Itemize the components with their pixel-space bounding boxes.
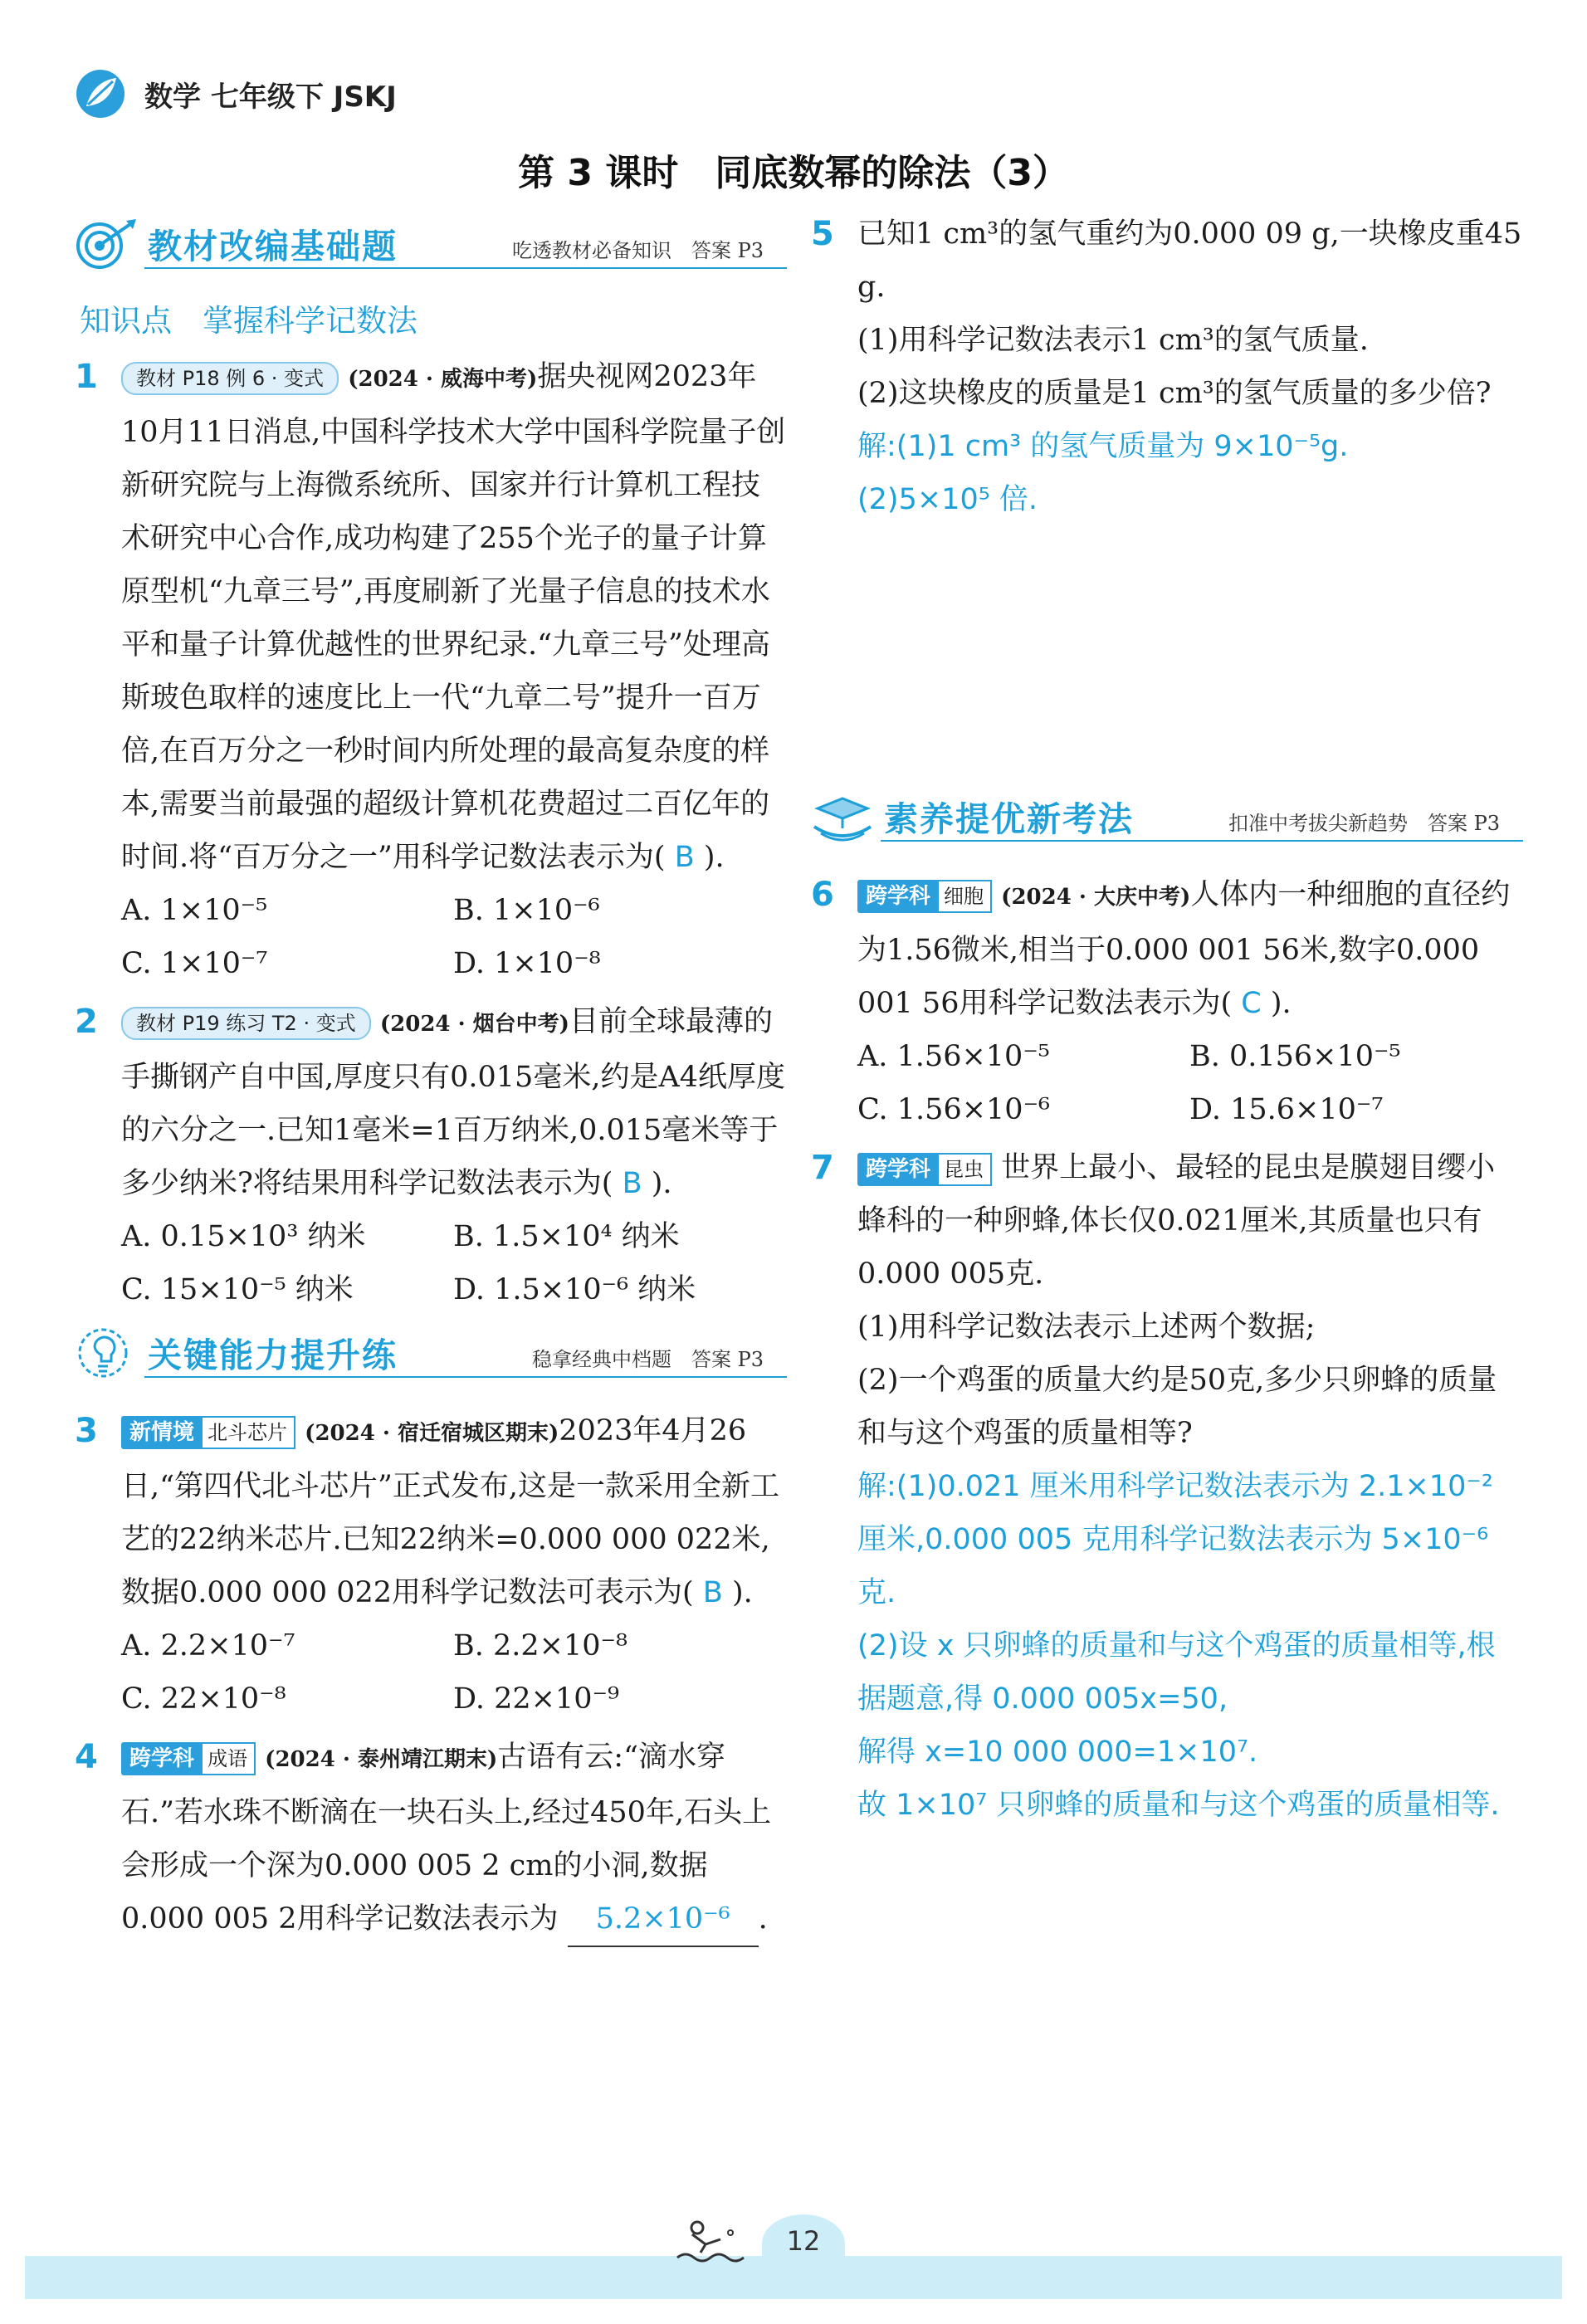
section-quality-subtitle: 扣准中考拔尖新趋势 答案 P3	[1228, 812, 1500, 835]
question-3	[73, 1404, 787, 1726]
option-b: B. 2.2×10⁻⁸	[453, 1629, 627, 1662]
question-5	[809, 208, 1523, 526]
right-column	[809, 208, 1523, 1837]
question-source: (2024 · 泰州靖江期末)	[265, 1747, 498, 1772]
page-number: 12	[762, 2214, 845, 2273]
target-icon	[73, 217, 139, 271]
option-c: C. 1×10⁻⁷	[121, 947, 268, 980]
question-source: (2024 · 烟台中考)	[379, 1012, 569, 1037]
swimmer-icon	[672, 2216, 747, 2266]
answer-choice: B	[702, 1576, 723, 1609]
section-divider	[144, 1376, 787, 1378]
solution-line-2: (2)设 x 只卵蜂的质量和与这个鸡蛋的质量相等,根据题意,得 0.000 005x=50,	[857, 1629, 1496, 1716]
question-tag-primary: 跨学科	[857, 880, 939, 913]
question-tag-primary: 跨学科	[121, 1742, 203, 1775]
option-b: B. 1.5×10⁴ 纳米	[453, 1220, 680, 1253]
question-end: ).	[651, 1167, 672, 1200]
option-a: A. 1.56×10⁻⁵	[857, 1040, 1050, 1073]
spacer	[809, 531, 1523, 780]
question-source: (2024 · 大庆中考)	[1001, 885, 1191, 910]
solution-line-1: 解:(1)0.021 厘米用科学记数法表示为 2.1×10⁻² 厘米,0.000 005 克用科学记数法表示为 5×10⁻⁶ 克.	[857, 1470, 1493, 1609]
options	[121, 1210, 787, 1316]
solution-line-3: 解得 x=10 000 000=1×10⁷.	[857, 1736, 1258, 1769]
question-number: 3	[75, 1412, 98, 1450]
option-a: A. 2.2×10⁻⁷	[121, 1629, 295, 1662]
section-ability-header	[73, 1321, 787, 1393]
option-d: D. 1×10⁻⁸	[453, 947, 601, 980]
left-column	[73, 208, 787, 1952]
question-text: 2023年4月26日,“第四代北斗芯片”正式发布,这是一款采用全新工艺的22纳米芯片.已知22纳米=0.000 000 022米,数据0.000 000 022用科学记数法可表示为(	[121, 1414, 780, 1609]
question-tag-primary: 跨学科	[857, 1153, 939, 1186]
question-tag-primary: 新情境	[121, 1416, 203, 1449]
option-a: A. 0.15×10³ 纳米	[121, 1220, 366, 1253]
option-b: B. 0.156×10⁻⁵	[1189, 1040, 1401, 1073]
question-text: 已知1 cm³的氢气重约为0.000 09 g,一块橡皮重45 g.	[857, 217, 1522, 304]
question-tag: 教材 P19 练习 T2 · 变式	[121, 1007, 371, 1040]
question-end: ).	[732, 1576, 753, 1609]
section-basic-header	[73, 212, 787, 284]
section-quality-header	[809, 785, 1523, 857]
question-number: 2	[75, 1003, 98, 1041]
solution-line-1: 解:(1)1 cm³ 的氢气质量为 9×10⁻⁵g.	[857, 430, 1349, 463]
solution-line-2: (2)5×10⁵ 倍.	[857, 483, 1038, 516]
page-header	[75, 68, 397, 120]
book-hand-icon	[809, 790, 876, 848]
question-part-2: (2)一个鸡蛋的质量大约是50克,多少只卵蜂的质量和与这个鸡蛋的质量相等?	[857, 1364, 1497, 1450]
header-title: 数学 七年级下 JSKJ	[144, 80, 397, 114]
question-part-1: (1)用科学记数法表示1 cm³的氢气质量.	[857, 324, 1369, 357]
option-c: C. 15×10⁻⁵ 纳米	[121, 1273, 354, 1306]
option-d: D. 1.5×10⁻⁶ 纳米	[453, 1273, 696, 1306]
section-quality-title: 素养提优新考法	[884, 799, 1134, 839]
question-text: 目前全球最薄的手撕钢产自中国,厚度只有0.015毫米,约是A4纸厚度的六分之一.已知1毫米=1百万纳米,0.015毫米等于多少纳米?将结果用科学记数法表示为(	[121, 1005, 785, 1200]
question-part-2: (2)这块橡皮的质量是1 cm³的氢气质量的多少倍?	[857, 377, 1492, 410]
answer-choice: B	[674, 841, 695, 874]
question-end: ).	[1270, 987, 1292, 1020]
answer-choice: C	[1241, 987, 1262, 1020]
answer-choice: B	[622, 1167, 642, 1200]
question-6	[809, 868, 1523, 1136]
question-4	[73, 1731, 787, 1947]
question-source: (2024 · 宿迁宿城区期末)	[305, 1421, 559, 1446]
option-a: A. 1×10⁻⁵	[121, 894, 268, 927]
question-tag-secondary: 北斗芯片	[199, 1416, 295, 1449]
question-text: 据央视网2023年10月11日消息,中国科学技术大学中国科学院量子创新研究院与上海微系统所、国家并行计算机工程技术研究中心合作,成功构建了255个光子的量子计算原型机“九章三号”,再度刷新了光量子信息的技术水平和量子计算优越性的世界纪录.“九章三号”处理高斯玻色取样的速度比上一代“九章二号”提升一百万倍,在百万分之一秒时间内所处理的最高复杂度的样本,需要当前最强的超级计算机花费超过二百亿年的时间.将“百万分之一”用科学记数法表示为(	[121, 360, 786, 874]
question-text: 人体内一种细胞的直径约为1.56微米,相当于0.000 001 56米,数字0.000 001 56用科学记数法表示为(	[857, 878, 1511, 1020]
solution-line-4: 故 1×10⁷ 只卵蜂的质量和与这个鸡蛋的质量相等.	[857, 1789, 1500, 1822]
knowledge-point: 知识点 掌握科学记数法	[80, 303, 418, 339]
lightbulb-icon	[73, 1326, 139, 1384]
question-tag-secondary: 昆虫	[935, 1153, 992, 1186]
answer-blank: 5.2×10⁻⁶	[568, 1892, 759, 1947]
section-basic-subtitle: 吃透教材必备知识 答案 P3	[511, 239, 764, 262]
question-number: 6	[811, 876, 834, 914]
leaf-logo-icon	[75, 68, 126, 120]
question-number: 7	[811, 1149, 834, 1187]
options	[121, 884, 787, 990]
question-number: 5	[811, 215, 834, 253]
option-c: C. 1.56×10⁻⁶	[857, 1093, 1051, 1126]
options	[121, 1619, 787, 1726]
option-c: C. 22×10⁻⁸	[121, 1682, 286, 1716]
question-1	[73, 350, 787, 990]
question-tag-secondary: 成语	[199, 1742, 256, 1775]
section-divider	[881, 840, 1523, 842]
question-text: 世界上最小、最轻的昆虫是膜翅目缨小蜂科的一种卵蜂,体长仅0.021厘米,其质量也只有0.000 005克.	[857, 1151, 1496, 1291]
options	[857, 1030, 1523, 1136]
question-2	[73, 995, 787, 1316]
question-7	[809, 1141, 1523, 1832]
section-basic-title: 教材改编基础题	[148, 227, 398, 266]
option-d: D. 22×10⁻⁹	[453, 1682, 619, 1716]
question-tag-secondary: 细胞	[935, 880, 992, 913]
question-source: (2024 · 威海中考)	[348, 367, 538, 392]
option-d: D. 15.6×10⁻⁷	[1189, 1093, 1384, 1126]
question-text: 古语有云:“滴水穿石.”若水珠不断滴在一块石头上,经过450年,石头上会形成一个深为0.000 005 2 cm的小洞,数据0.000 005 2用科学记数法表示为	[121, 1741, 772, 1936]
question-end: ).	[703, 841, 725, 874]
question-tag: 教材 P18 例 6 · 变式	[121, 362, 339, 395]
question-number: 1	[75, 358, 98, 396]
lesson-title: 第 3 课时 同底数幂的除法（3）	[518, 152, 1069, 194]
section-ability-title: 关键能力提升练	[148, 1335, 398, 1375]
question-end: .	[758, 1902, 768, 1936]
question-part-1: (1)用科学记数法表示上述两个数据;	[857, 1311, 1316, 1344]
question-number: 4	[75, 1738, 98, 1776]
section-divider	[144, 267, 787, 269]
option-b: B. 1×10⁻⁶	[453, 894, 600, 927]
section-ability-subtitle: 稳拿经典中档题 答案 P3	[531, 1348, 764, 1371]
